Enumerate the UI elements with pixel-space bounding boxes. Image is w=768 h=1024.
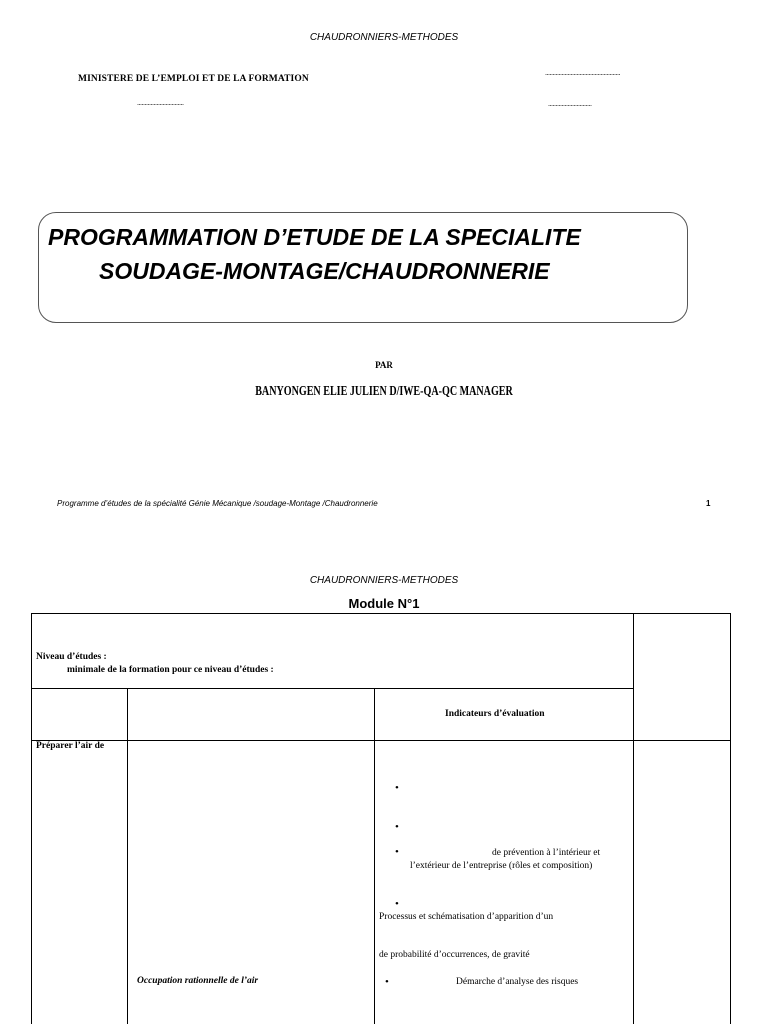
bullet-2: • (395, 821, 399, 833)
bullet-4: • (395, 898, 399, 910)
running-header: CHAUDRONNIERS-METHODES (309, 32, 459, 43)
bullet-5: • (385, 976, 389, 988)
bullet-1: • (395, 782, 399, 794)
page-footer: Programme d’études de la spécialité Génie Mécanique /soudage-Montage /Chaudronnerie (57, 499, 378, 508)
page-number: 1 (706, 499, 711, 508)
indicators-header: Indicateurs d’évaluation (445, 709, 545, 719)
ministry-name: MINISTERE DE L’EMPLOI ET DE LA FORMATION (78, 74, 309, 84)
prevention-line1: de prévention à l’intérieur et (492, 848, 601, 858)
author-name: BANYONGEN ELIE JULIEN D/IWE-QA-QC MANAGER (255, 384, 513, 399)
probabilite-text: de probabilité d’occurrences, de gravité (379, 950, 530, 960)
demarche-text: Démarche d’analyse des risques (456, 977, 579, 987)
processus-text: Processus et schématisation d’apparition d’un (379, 912, 554, 922)
document-title-line2: SOUDAGE-MONTAGE/CHAUDRONNERIE (99, 258, 550, 284)
document-title-line1: PROGRAMMATION D’ETUDE DE LA SPECIALITE (48, 224, 581, 250)
module-title: Module N°1 (348, 596, 420, 611)
par-label: PAR (375, 360, 393, 370)
prevention-line2: l’extérieur de l’entreprise (rôles et composition) (410, 861, 593, 871)
duree-label: minimale de la formation pour ce niveau d’études : (67, 665, 274, 675)
dotted-line-left: ............................... (137, 98, 184, 107)
occupation-text: Occupation rationnelle de l’air (137, 976, 259, 986)
niveau-label: Niveau d’études : (36, 652, 107, 662)
dotted-line-right-2: ............................. (548, 99, 592, 108)
bullet-3: • (395, 846, 399, 858)
running-header-page2: CHAUDRONNIERS-METHODES (309, 575, 459, 586)
dotted-line-right-1: .................................................. (545, 68, 620, 77)
row-label: Préparer l’air de (36, 741, 105, 751)
